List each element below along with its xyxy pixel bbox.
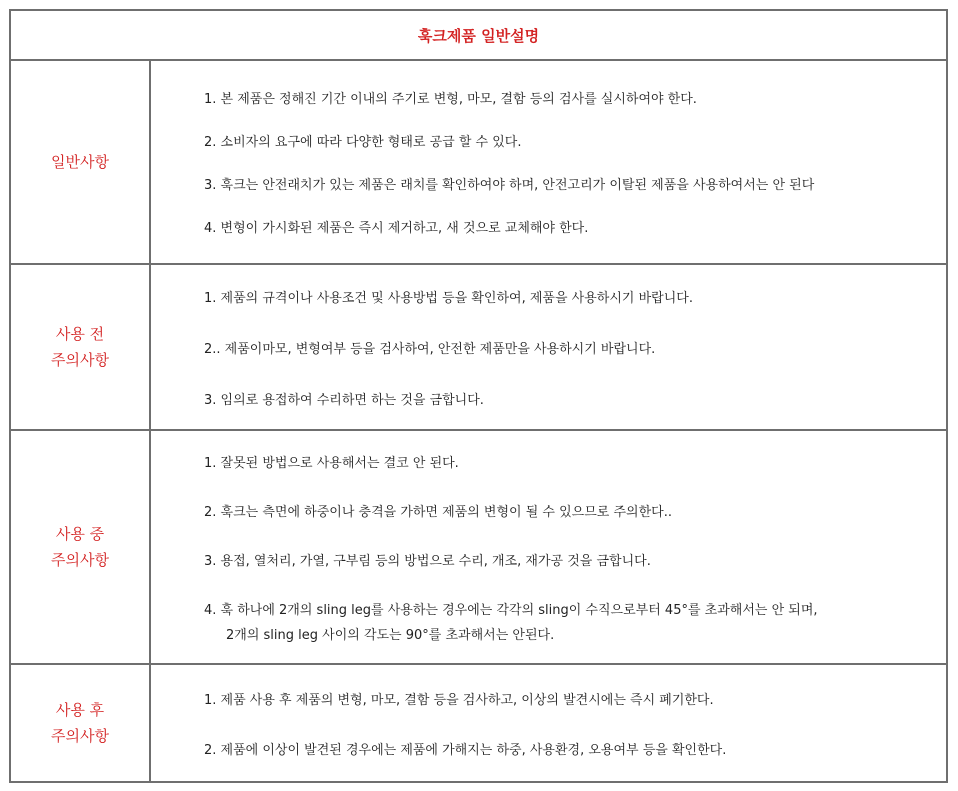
list-item: 4. 변형이 가시화된 제품은 즉시 제거하고, 새 것으로 교체해야 한다. xyxy=(204,221,589,236)
section-label-line: 일반사항 xyxy=(51,153,109,171)
table-title: 훅크제품 일반설명 xyxy=(10,10,947,60)
section-label-line: 주의사항 xyxy=(51,351,109,369)
list-item: 2. 제품에 이상이 발견된 경우에는 제품에 가해지는 하중, 사용환경, 오용여부 등을 확인한다. xyxy=(204,742,727,758)
section-label-line: 사용 후 xyxy=(55,701,105,719)
section-content xyxy=(150,430,947,664)
list-item: 1. 제품의 규격이나 사용조건 및 사용방법 등을 확인하여, 제품을 사용하시기 바랍니다. xyxy=(204,290,693,306)
section-general xyxy=(10,60,947,264)
list-item: 3. 용접, 열처리, 가열, 구부림 등의 방법으로 수리, 개조, 재가공 것을 금합니다. xyxy=(204,553,651,569)
section-before-use xyxy=(10,264,947,430)
section-label xyxy=(10,430,150,664)
section-label xyxy=(10,264,150,430)
section-label xyxy=(10,60,150,264)
list-item: 1. 본 제품은 정해진 기간 이내의 주기로 변형, 마모, 결함 등의 검사를 실시하여야 한다. xyxy=(204,92,697,107)
section-content xyxy=(150,664,947,782)
section-after-use xyxy=(10,664,947,782)
list-item: 2. 소비자의 요구에 따라 다양한 형태로 공급 할 수 있다. xyxy=(204,135,522,150)
list-item: 1. 제품 사용 후 제품의 변형, 마모, 결함 등을 검사하고, 이상의 발견시에는 즉시 폐기한다. xyxy=(204,692,714,708)
hook-product-description-table xyxy=(9,9,948,783)
list-item: 1. 잘못된 방법으로 사용해서는 결코 안 된다. xyxy=(204,455,459,471)
list-item: 3. 임의로 용접하여 수리하면 하는 것을 금합니다. xyxy=(204,392,484,408)
section-during-use xyxy=(10,430,947,664)
list-item: 2. 훅크는 측면에 하중이나 충격을 가하면 제품의 변형이 될 수 있으므로 주의한다.. xyxy=(204,504,672,520)
list-item: 3. 훅크는 안전래치가 있는 제품은 래치를 확인하여야 하며, 안전고리가 이탈된 제품을 사용하여서는 안 된다 xyxy=(204,178,815,193)
section-label-line: 주의사항 xyxy=(51,727,109,745)
section-content xyxy=(150,60,947,264)
list-item-line: 4. 훅 하나에 2개의 sling leg를 사용하는 경우에는 각각의 sling이 수직으로부터 45°를 초과해서는 안 되며, xyxy=(204,602,818,618)
section-label xyxy=(10,664,150,782)
section-label-line: 주의사항 xyxy=(51,551,109,569)
list-item-continuation: 2개의 sling leg 사이의 각도는 90°를 초과해서는 안된다. xyxy=(226,627,555,643)
list-item: 2.. 제품이마모, 변형여부 등을 검사하여, 안전한 제품만을 사용하시기 바랍니다. xyxy=(204,341,656,357)
section-label-line: 사용 전 xyxy=(55,325,105,343)
section-content xyxy=(150,264,947,430)
section-label-line: 사용 중 xyxy=(55,525,105,543)
list-item xyxy=(204,599,946,643)
